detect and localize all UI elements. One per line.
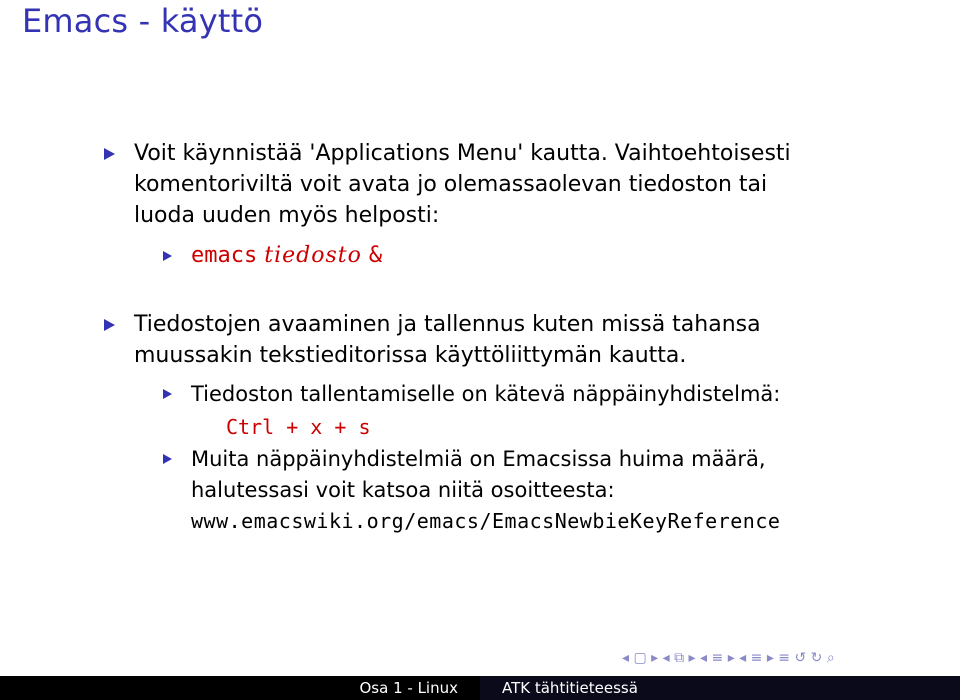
sub-bullet-triangle-icon: [163, 454, 172, 464]
command-name: emacs: [191, 243, 258, 268]
sub-item-1-text: Tiedoston tallentamiselle on kätevä näppäinyhdistelmä:: [191, 382, 781, 406]
footer-section-title: Osa 1 - Linux: [359, 679, 458, 697]
command-example: [191, 241, 382, 271]
command-argument: tiedosto: [264, 243, 362, 268]
sub-bullet-triangle-icon: [163, 389, 172, 399]
item-2-line-2: muussakin tekstieditorissa käyttöliittymän kautta.: [134, 343, 687, 368]
item-2-line-1: Tiedostojen avaaminen ja tallennus kuten missä tahansa: [134, 312, 761, 337]
sub-item-2-line-2: halutessasi voit katsoa niitä osoitteesta:: [191, 478, 615, 502]
footer-course-title: ATK tähtitieteessä: [480, 676, 960, 700]
bullet-triangle-icon: [104, 319, 115, 331]
item-1-line-2: komentoriviltä voit avata jo olemassaolevan tiedoston tai: [134, 172, 768, 197]
sub-item-2-line-1: Muita näppäinyhdistelmiä on Emacsissa huima määrä,: [191, 447, 766, 471]
frame-title: Emacs - käyttö: [22, 2, 264, 40]
sub-bullet-triangle-icon: [163, 251, 172, 261]
item-1-line-1: Voit käynnistää 'Applications Menu' kautta. Vaihtoehtoisesti: [134, 141, 791, 166]
command-suffix: &: [368, 243, 383, 268]
footer-bar: [0, 676, 960, 700]
navigation-symbols[interactable]: ◂ ▢ ▸ ◂ ⧉ ▸ ◂ ≡ ▸ ◂ ≡ ▸ ≡ ↺ ↻ ⌕: [622, 650, 835, 666]
shortcut-text: Ctrl + x + s: [226, 415, 371, 439]
reference-url[interactable]: www.emacswiki.org/emacs/EmacsNewbieKeyReference: [191, 509, 781, 533]
item-1-line-3: luoda uuden myös helposti:: [134, 203, 440, 228]
save-shortcut: [226, 412, 371, 443]
bullet-triangle-icon: [104, 148, 115, 160]
